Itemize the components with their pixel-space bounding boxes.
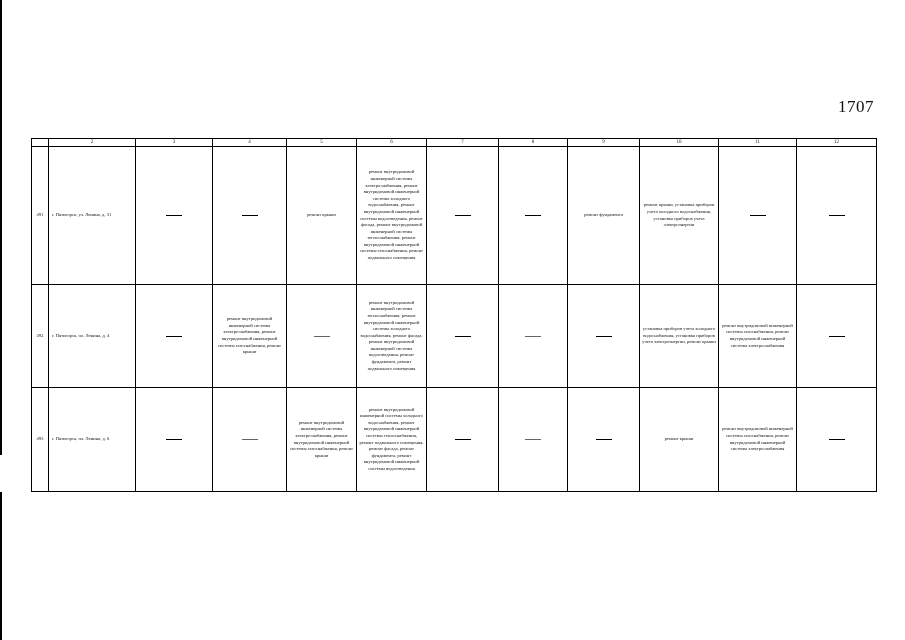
empty-dash-cell — [136, 285, 213, 388]
empty-dash-cell — [499, 285, 568, 388]
address-cell: г. Пятигорск, пл. Ленина, д. 4 — [49, 285, 136, 388]
column-header: 3 — [136, 139, 213, 147]
dash-mark — [525, 215, 541, 216]
column-header: 5 — [287, 139, 357, 147]
works-cell: ремонт внутридомовой инженерной системы электроснабжения, ремонт внутридомовой инженерной системы газоснабжения, ремонт крыши — [213, 285, 287, 388]
dash-mark — [596, 336, 612, 337]
table-row — [32, 388, 877, 492]
dash-mark — [525, 336, 541, 337]
works-cell: ремонт крыши — [640, 388, 719, 492]
empty-dash-cell — [213, 147, 287, 285]
empty-dash-cell — [287, 285, 357, 388]
dash-mark — [596, 439, 612, 440]
row-number-cell: 491 — [32, 147, 49, 285]
dash-mark — [829, 336, 845, 337]
column-header: 9 — [568, 139, 640, 147]
empty-dash-cell — [427, 285, 499, 388]
scan-edge-line — [0, 0, 2, 455]
works-cell: ремонт внутридомовой инженерной системы электроснабжения, ремонт внутридомовой инженерной системы холодного водоснабжения, ремонт внутридомовой инженерной системы водоотведения, ремонт фасада, ремонт внутридомовой инженерной системы теплоснабжения, ремонт внутридомовой инженерной системы газоснабжения, ремонт подвального помещения — [357, 147, 427, 285]
empty-dash-cell — [499, 388, 568, 492]
works-cell: ремонт фундамента — [568, 147, 640, 285]
empty-dash-cell — [719, 147, 797, 285]
dash-mark — [525, 439, 541, 440]
works-cell: ремонт внутридомовой инженерной системы электроснабжения, ремонт внутридомовой инженерной системы газоснабжения, ремонт крыши — [287, 388, 357, 492]
table-row — [32, 147, 877, 285]
row-number-cell: 492 — [32, 285, 49, 388]
dash-mark — [166, 439, 182, 440]
dash-mark — [455, 215, 471, 216]
dash-mark — [455, 439, 471, 440]
empty-dash-cell — [136, 388, 213, 492]
dash-mark — [314, 336, 330, 337]
empty-dash-cell — [136, 147, 213, 285]
dash-mark — [829, 439, 845, 440]
works-cell: ремонт внутридомовой инженерной системы холодного водоснабжения, ремонт внутридомовой инженерной системы теплоснабжения, ремонт подвального помещения, ремонт фасада, ремонт фундамента, ремонт внутридомовой инженерной системы водоотведения — [357, 388, 427, 492]
dash-mark — [242, 215, 258, 216]
column-header: 10 — [640, 139, 719, 147]
row-number-cell: 493 — [32, 388, 49, 492]
column-header: 7 — [427, 139, 499, 147]
empty-dash-cell — [797, 285, 877, 388]
column-header: 6 — [357, 139, 427, 147]
empty-dash-cell — [427, 388, 499, 492]
column-header: 4 — [213, 139, 287, 147]
column-header: 11 — [719, 139, 797, 147]
empty-dash-cell — [499, 147, 568, 285]
address-cell: г. Пятигорск, ул. Ленина, д. 31 — [49, 147, 136, 285]
works-cell: ремонт крыши, установка приборов учета холодного водоснабжения, установка приборов учета электроэнергии — [640, 147, 719, 285]
empty-dash-cell — [797, 147, 877, 285]
column-header: 8 — [499, 139, 568, 147]
dash-mark — [829, 215, 845, 216]
dash-mark — [166, 215, 182, 216]
column-header: 12 — [797, 139, 877, 147]
empty-dash-cell — [568, 285, 640, 388]
column-header: 2 — [49, 139, 136, 147]
empty-dash-cell — [568, 388, 640, 492]
works-cell: установка приборов учета холодного водоснабжения, установка приборов учета электроэнергии, ремонт крыши — [640, 285, 719, 388]
dash-mark — [455, 336, 471, 337]
dash-mark — [750, 215, 766, 216]
dash-mark — [166, 336, 182, 337]
works-cell: ремонт крыши — [287, 147, 357, 285]
works-cell: ремонт внутридомовой инженерной системы газоснабжения, ремонт внутридомовой инженерной системы электроснабжения — [719, 388, 797, 492]
column-number-row — [32, 139, 877, 147]
works-cell: ремонт внутридомовой инженерной системы теплоснабжения, ремонт внутридомовой инженерной системы холодного водоснабжения, ремонт фасада, ремонт внутридомовой инженерной системы водоотведения, ремонт фундамента, ремонт подвального помещения — [357, 285, 427, 388]
scan-edge-line-lower — [0, 492, 2, 640]
address-cell: г. Пятигорск, пл. Ленина, д. 6 — [49, 388, 136, 492]
empty-dash-cell — [797, 388, 877, 492]
empty-dash-cell — [213, 388, 287, 492]
table-row — [32, 285, 877, 388]
dash-mark — [242, 439, 258, 440]
column-header — [32, 139, 49, 147]
page-number: 1707 — [838, 97, 874, 116]
works-cell: ремонт внутридомовой инженерной системы газоснабжения, ремонт внутридомовой инженерной системы электроснабжения — [719, 285, 797, 388]
works-table — [31, 138, 877, 492]
empty-dash-cell — [427, 147, 499, 285]
